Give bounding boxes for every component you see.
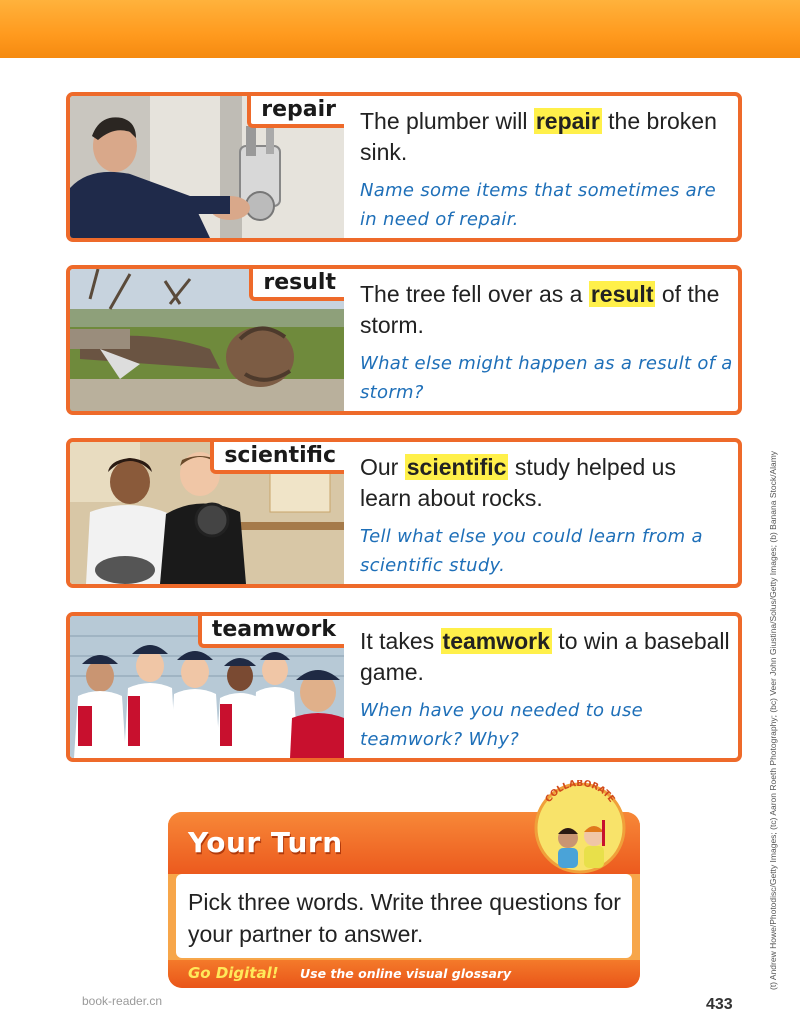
go-digital-label: Go Digital! <box>188 964 279 982</box>
fallen-tree-photo <box>70 269 344 411</box>
online-glossary-link[interactable]: Use the online visual glossary <box>300 966 512 981</box>
discussion-prompt: What else might happen as a result of a storm? <box>360 353 733 403</box>
highlighted-word: teamwork <box>442 628 550 654</box>
example-sentence <box>360 279 730 341</box>
highlighted-word: result <box>590 281 654 307</box>
sentence-text: The plumber will <box>360 108 534 134</box>
highlighted-word: repair <box>535 108 600 134</box>
sentence-text: Our <box>360 454 405 480</box>
vocab-card-result <box>66 265 742 415</box>
collab-badge-text: COLLABORATE <box>543 780 617 805</box>
your-turn-title: Your Turn <box>188 826 343 859</box>
vocab-word: teamwork <box>198 616 344 648</box>
your-turn-body <box>176 874 632 958</box>
discussion-prompt: Tell what else you could learn from a scientific study. <box>360 526 703 576</box>
collaborate-badge <box>532 780 628 876</box>
page-number: 433 <box>706 996 733 1013</box>
vocab-card-scientific <box>66 438 742 588</box>
highlighted-word: scientific <box>406 454 507 480</box>
vocab-word: repair <box>247 96 344 128</box>
example-sentence <box>360 106 730 168</box>
go-digital-bar <box>168 960 640 988</box>
sentence-text: It takes <box>360 628 441 654</box>
watermark: book-reader.cn <box>82 994 163 1008</box>
sentence-text: to win a baseball game. <box>360 628 730 685</box>
discussion-prompt: Name some items that sometimes are in need of repair. <box>360 180 717 230</box>
vocab-word: scientific <box>210 442 344 474</box>
baseball-team-photo <box>70 616 344 758</box>
vocab-card-repair <box>66 92 742 242</box>
vocab-word: result <box>249 269 344 301</box>
sentence-text: of the storm. <box>360 281 720 338</box>
photo-credits: (t) Andrew Howe/Photodisc/Getty Images; (tc) Aaron Roeth Photography; (bc) Veer John Giustina/Solus/Getty Images; (b) Banana Stock/Alamy <box>768 450 778 990</box>
example-sentence <box>360 452 730 514</box>
top-banner <box>0 0 800 58</box>
plumber-photo <box>70 96 344 238</box>
sentence-text: The tree fell over as a <box>360 281 589 307</box>
sentence-text: study helped us learn about rocks. <box>360 454 676 511</box>
vocab-card-teamwork <box>66 612 742 762</box>
example-sentence <box>360 626 730 688</box>
your-turn-instructions: Pick three words. Write three questions for your partner to answer. <box>188 889 621 947</box>
discussion-prompt: When have you needed to use teamwork? Why? <box>360 700 644 750</box>
children-science-photo <box>70 442 344 584</box>
sentence-text: the broken sink. <box>360 108 717 165</box>
